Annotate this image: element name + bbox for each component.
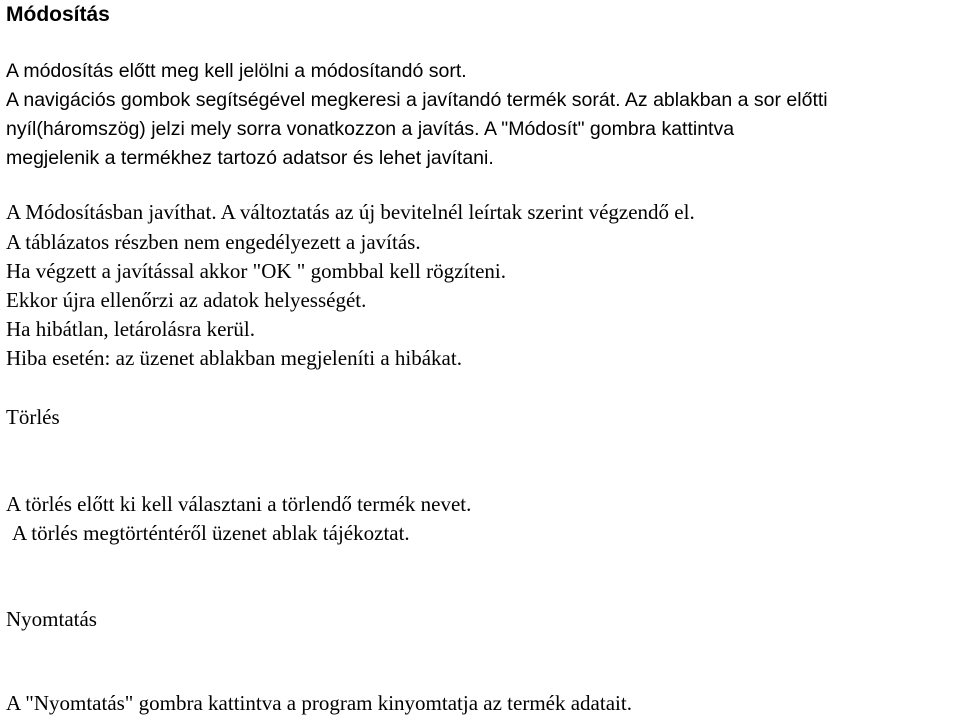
paragraph-line: Ha hibátlan, letárolásra kerül.	[6, 317, 255, 341]
paragraph-line: A módosítás előtt meg kell jelölni a módosítandó sort.	[6, 60, 467, 82]
paragraph-line: Hiba esetén: az üzenet ablakban megjeleníti a hibákat.	[6, 346, 462, 370]
paragraph-line: nyíl(háromszög) jelzi mely sorra vonatkozzon a javítás. A "Módosít" gombra kattintva	[6, 118, 735, 140]
paragraph-line: Ha végzett a javítással akkor "OK " gombbal kell rögzíteni.	[6, 259, 506, 283]
paragraph-line: A törlés előtt ki kell választani a törlendő termék nevet.	[6, 492, 472, 516]
paragraph-line: A "Nyomtatás" gombra kattintva a program kinyomtatja az termék adatait.	[6, 691, 632, 715]
paragraph-line: A Módosításban javíthat. A változtatás az új bevitelnél leírtak szerint végzendő el.	[6, 200, 695, 224]
paragraph-line: megjelenik a termékhez tartozó adatsor és lehet javítani.	[6, 147, 494, 169]
paragraph-line: Ekkor újra ellenőrzi az adatok helyességét.	[6, 288, 367, 312]
paragraph-line: A táblázatos részben nem engedélyezett a javítás.	[6, 230, 421, 254]
section-title-nyomtatas: Nyomtatás	[6, 607, 97, 631]
paragraph-line: A törlés megtörténtéről üzenet ablak tájékoztat.	[12, 521, 410, 545]
paragraph-line: A navigációs gombok segítségével megkeresi a javítandó termék sorát. Az ablakban a sor előtti	[6, 89, 828, 111]
section-title-modositas: Módosítás	[6, 3, 110, 26]
section-title-torles: Törlés	[6, 405, 60, 429]
